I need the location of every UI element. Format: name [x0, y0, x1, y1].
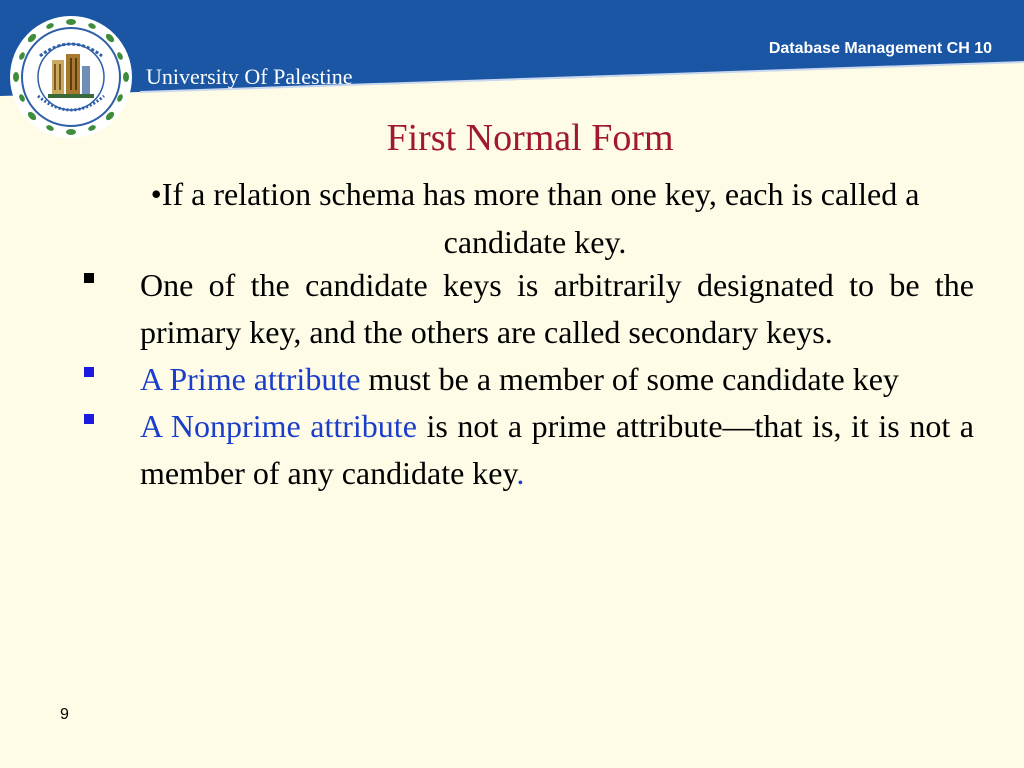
- bullet-icon: [84, 414, 94, 424]
- list-item: [84, 356, 974, 403]
- bullet-text: One of the candidate keys is arbitrarily designated to be the primary key, and the others are called secondary keys.: [140, 267, 974, 350]
- term-highlight: A Prime attribute: [140, 361, 361, 397]
- bullet-text: A Nonprime attribute is not a prime attribute—that is, it is not a member of any candidate key.: [140, 408, 974, 491]
- bullet-icon: [84, 367, 94, 377]
- slide-title: First Normal Form: [386, 117, 674, 159]
- page-number: 9: [60, 706, 69, 723]
- intro-text: •If a relation schema has more than one key, each is called a candidate key.: [150, 176, 920, 260]
- list-item: [84, 403, 974, 497]
- bullet-icon: [84, 273, 94, 283]
- term-highlight: A Nonprime attribute: [140, 408, 417, 444]
- list-item: [84, 262, 974, 356]
- header-band: [0, 0, 1024, 100]
- bullet-text: A Prime attribute must be a member of some candidate key: [140, 361, 899, 397]
- course-title: Database Management CH 10: [768, 40, 992, 57]
- university-name: University Of Palestine: [146, 64, 353, 89]
- bullet-list: [84, 262, 974, 497]
